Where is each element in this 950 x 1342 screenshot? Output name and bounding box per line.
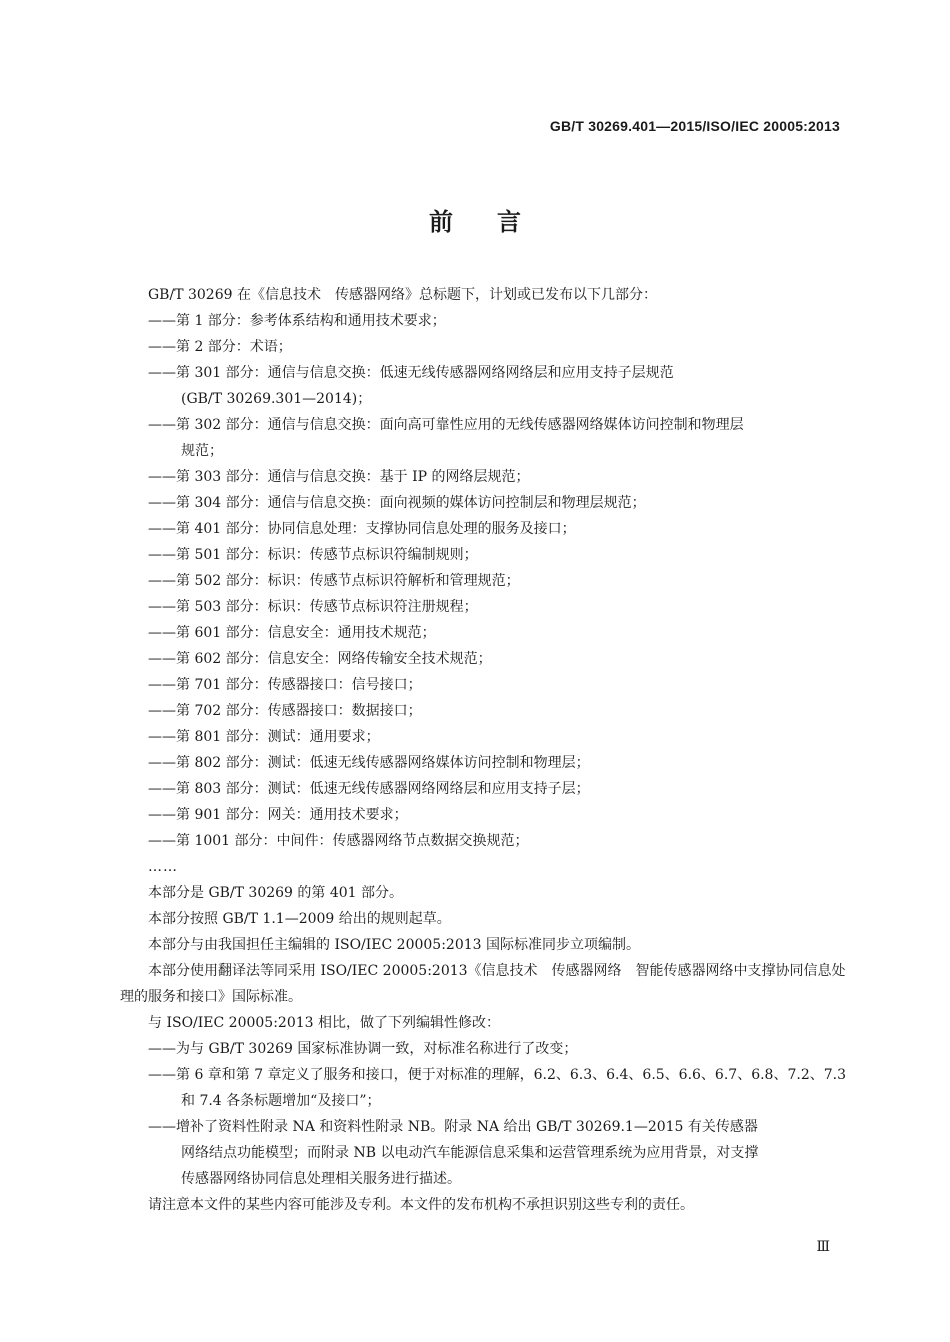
- part-item: ——第 503 部分：标识：传感节点标识符注册规程；: [148, 599, 478, 615]
- part-item: ——第 304 部分：通信与信息交换：面向视频的媒体访问控制层和物理层规范；: [148, 495, 646, 511]
- list-ellipsis: ……: [148, 859, 178, 875]
- page-title: 前言: [429, 208, 565, 236]
- part-item: ——第 801 部分：测试：通用要求；: [148, 729, 380, 745]
- part-item: ——第 701 部分：传感器接口：信号接口；: [148, 677, 422, 693]
- part-item: ——第 1001 部分：中间件：传感器网络节点数据交换规范；: [148, 833, 529, 849]
- part-item: ——第 2 部分：术语；: [148, 339, 292, 355]
- part-item-continuation: (GB/T 30269.301—2014)；: [181, 391, 372, 407]
- part-item: ——第 303 部分：通信与信息交换：基于 IP 的网络层规范；: [148, 469, 530, 485]
- patent-notice: 请注意本文件的某些内容可能涉及专利。本文件的发布机构不承担识别这些专利的责任。: [148, 1197, 694, 1213]
- part-item: ——第 802 部分：测试：低速无线传感器网络媒体访问控制和物理层；: [148, 755, 590, 771]
- part-item: ——第 501 部分：标识：传感节点标识符编制规则；: [148, 547, 478, 563]
- part-item: ——第 901 部分：网关：通用技术要求；: [148, 807, 408, 823]
- part-item: ——第 702 部分：传感器接口：数据接口；: [148, 703, 422, 719]
- part-item: ——第 502 部分：标识：传感节点标识符解析和管理规范；: [148, 573, 520, 589]
- intro-paragraph: GB/T 30269 在《信息技术 传感器网络》总标题下，计划或已发布以下几部分：: [148, 287, 657, 303]
- part-item: ——第 602 部分：信息安全：网络传输安全技术规范；: [148, 651, 492, 667]
- statement-paragraph: 与 ISO/IEC 20005:2013 相比，做了下列编辑性修改：: [148, 1015, 501, 1031]
- change-item: ——为与 GB/T 30269 国家标准协调一致，对标准名称进行了改变；: [148, 1041, 578, 1057]
- part-item: ——第 301 部分：通信与信息交换：低速无线传感器网络网络层和应用支持子层规范: [148, 365, 674, 381]
- change-item-continuation: 和 7.4 各条标题增加“及接口”；: [181, 1093, 381, 1109]
- part-item-continuation: 规范；: [181, 443, 223, 459]
- statement-paragraph: 本部分按照 GB/T 1.1—2009 给出的规则起草。: [148, 911, 451, 927]
- standard-code: GB/T 30269.401—2015/ISO/IEC 20005:2013: [549, 118, 840, 134]
- change-item-continuation: 网络结点功能模型；而附录 NB 以电动汽车能源信息采集和运营管理系统为应用背景，对支撑: [181, 1145, 759, 1161]
- part-item: ——第 302 部分：通信与信息交换：面向高可靠性应用的无线传感器网络媒体访问控制和物理层: [148, 417, 744, 433]
- part-item: ——第 601 部分：信息安全：通用技术规范；: [148, 625, 436, 641]
- part-item: ——第 401 部分：协同信息处理：支撑协同信息处理的服务及接口；: [148, 521, 576, 537]
- change-item: ——第 6 章和第 7 章定义了服务和接口，便于对标准的理解，6.2、6.3、6.4、6.5、6.6、6.7、6.8、7.2、7.3: [148, 1067, 846, 1083]
- document-body: [120, 282, 850, 1218]
- statement-paragraph: 本部分使用翻译法等同采用 ISO/IEC 20005:2013《信息技术 传感器网络 智能传感器网络中支撑协同信息处理的服务和接口》国际标准。: [120, 963, 846, 1005]
- change-item: ——增补了资料性附录 NA 和资料性附录 NB。附录 NA 给出 GB/T 30269.1—2015 有关传感器: [148, 1119, 758, 1135]
- page-number: Ⅲ: [816, 1239, 830, 1255]
- part-item: ——第 1 部分：参考体系结构和通用技术要求；: [148, 313, 446, 329]
- statement-paragraph: 本部分与由我国担任主编辑的 ISO/IEC 20005:2013 国际标准同步立项编制。: [148, 937, 641, 953]
- change-item-continuation: 传感器网络协同信息处理相关服务进行描述。: [181, 1171, 461, 1187]
- statement-paragraph: 本部分是 GB/T 30269 的第 401 部分。: [148, 885, 404, 901]
- part-item: ——第 803 部分：测试：低速无线传感器网络网络层和应用支持子层；: [148, 781, 590, 797]
